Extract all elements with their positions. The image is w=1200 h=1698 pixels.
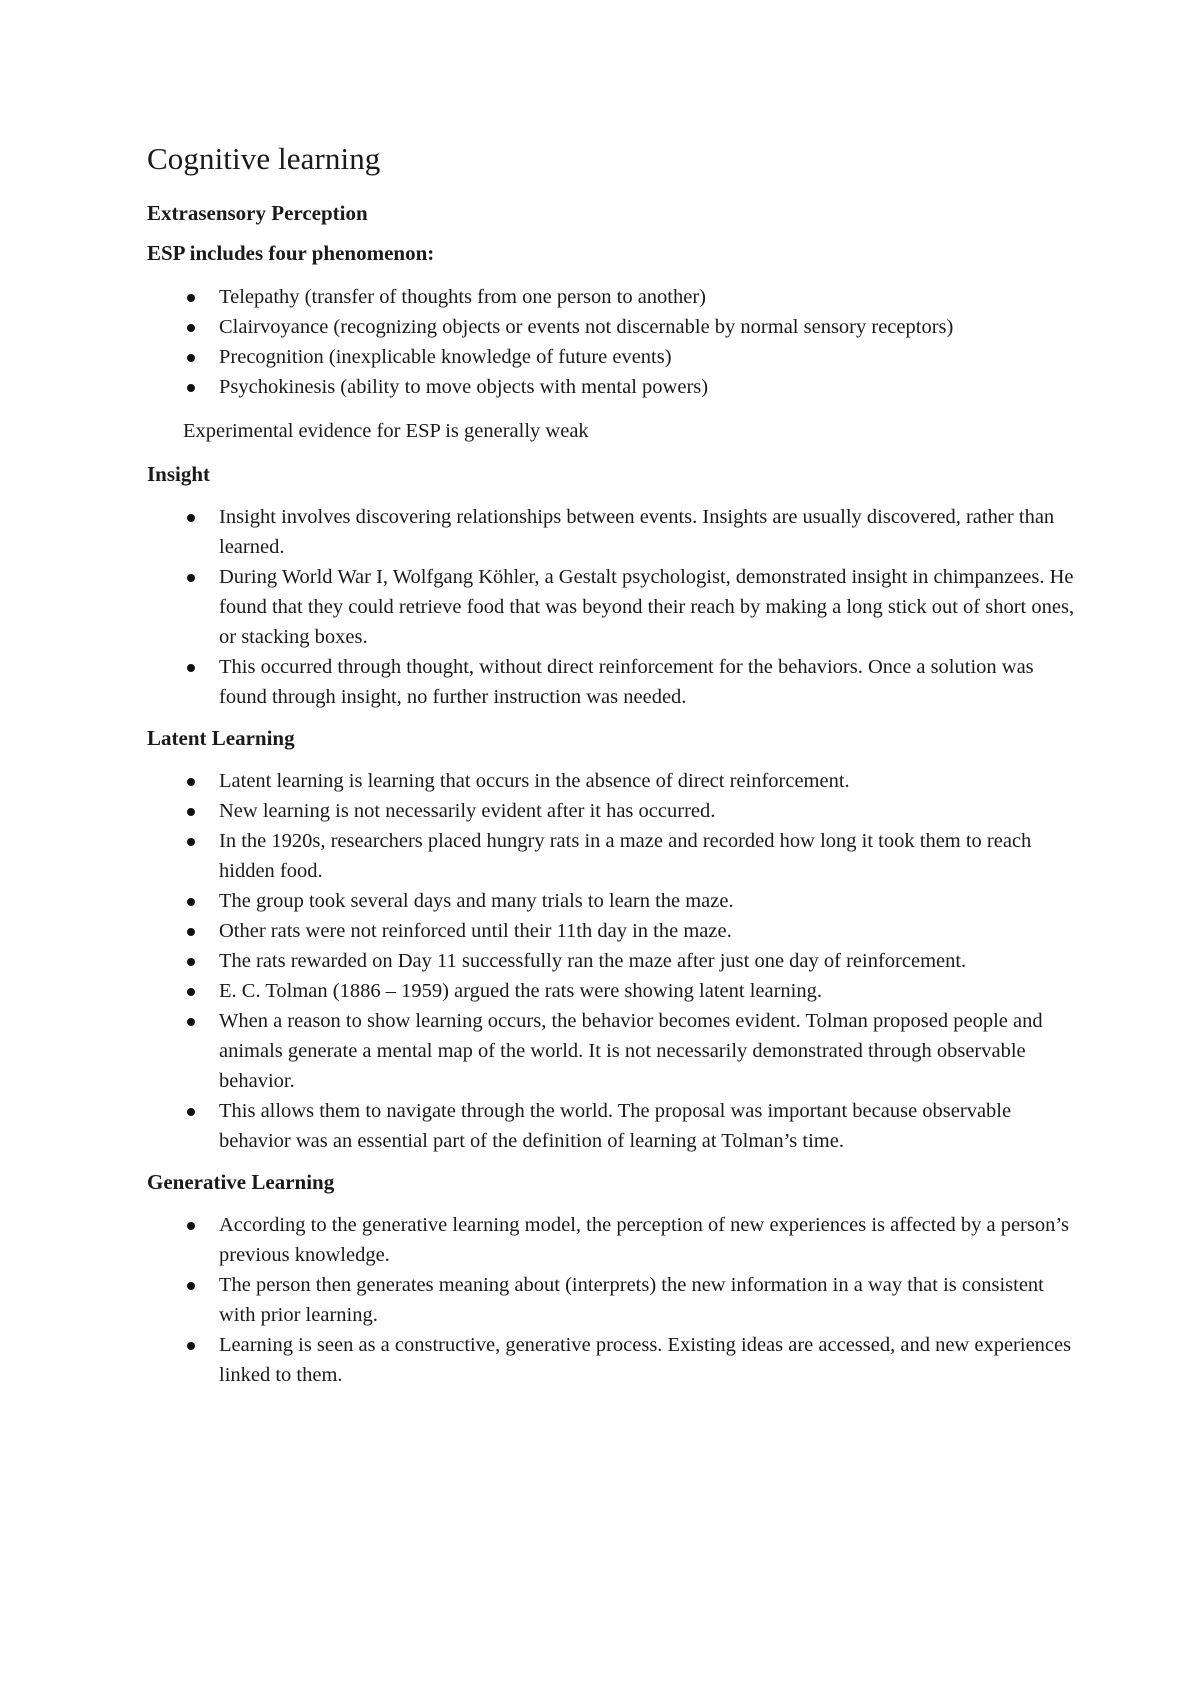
bullet-icon	[187, 514, 195, 522]
list-item	[147, 796, 1077, 826]
list-item-text: Precognition (inexplicable knowledge of future events)	[219, 345, 672, 368]
section-esp	[147, 201, 1077, 445]
bullet-icon	[187, 664, 195, 672]
list-item-text: Telepathy (transfer of thoughts from one person to another)	[219, 285, 706, 308]
bullet-icon	[187, 294, 195, 302]
bullet-icon	[187, 1108, 195, 1116]
list-item-text: This occurred through thought, without direct reinforcement for the behaviors. Once a solution was found through insight, no further instruction was needed.	[219, 655, 1034, 708]
list-item	[147, 1330, 1077, 1390]
section-heading: Insight	[147, 461, 211, 486]
bullet-icon	[187, 1018, 195, 1026]
list-item	[147, 1006, 1077, 1096]
list-item-text: During World War I, Wolfgang Köhler, a Gestalt psychologist, demonstrated insight in chimpanzees. He found that they could retrieve food that was beyond their reach by making a long stick out of short ones, or stacking boxes.	[219, 565, 1075, 648]
bullet-icon	[187, 898, 195, 906]
list-item-text: Psychokinesis (ability to move objects with mental powers)	[219, 375, 709, 398]
bullet-icon	[187, 574, 195, 582]
list-item	[147, 282, 1077, 312]
bullet-icon	[187, 928, 195, 936]
list-item-text: When a reason to show learning occurs, the behavior becomes evident. Tolman proposed people and animals generate a mental map of the world. It is not necessarily demonstrated through observable behavior.	[219, 1009, 1043, 1092]
bullet-list	[147, 766, 1077, 1156]
list-item-text: This allows them to navigate through the world. The proposal was important because observable behavior was an essential part of the definition of learning at Tolman’s time.	[219, 1099, 1012, 1152]
bullet-list	[147, 282, 1077, 402]
list-item-text: E. C. Tolman (1886 – 1959) argued the rats were showing latent learning.	[219, 979, 822, 1002]
list-item-text: Insight involves discovering relationships between events. Insights are usually discovered, rather than learned.	[219, 505, 1055, 558]
bullet-list	[147, 1210, 1077, 1390]
section-note: Experimental evidence for ESP is generally weak	[183, 419, 589, 442]
list-item-text: Learning is seen as a constructive, generative process. Existing ideas are accessed, and new experiences linked to them.	[219, 1334, 1072, 1387]
list-item-text: The person then generates meaning about (interprets) the new information in a way that is consistent with prior learning.	[219, 1274, 1044, 1327]
list-item-text: In the 1920s, researchers placed hungry rats in a maze and recorded how long it took them to reach hidden food.	[219, 829, 1032, 882]
section-heading: Generative Learning	[147, 1169, 335, 1194]
section-heading: Latent Learning	[147, 725, 295, 750]
bullet-icon	[187, 324, 195, 332]
list-item	[147, 886, 1077, 916]
list-item	[147, 1210, 1077, 1270]
document-page	[147, 140, 1077, 1404]
list-item-text: New learning is not necessarily evident after it has occurred.	[219, 799, 716, 822]
list-item-text: The group took several days and many trials to learn the maze.	[219, 889, 734, 912]
list-item	[147, 372, 1077, 402]
bullet-icon	[187, 1282, 195, 1290]
bullet-icon	[187, 778, 195, 786]
bullet-icon	[187, 384, 195, 392]
section-insight	[147, 462, 1077, 712]
bullet-list	[147, 502, 1077, 712]
list-item	[147, 946, 1077, 976]
bullet-icon	[187, 354, 195, 362]
list-item-text: According to the generative learning model, the perception of new experiences is affected by a person’s previous knowledge.	[219, 1214, 1070, 1267]
list-item-text: Clairvoyance (recognizing objects or events not discernable by normal sensory receptors)	[219, 315, 954, 338]
bullet-icon	[187, 1222, 195, 1230]
document-title: Cognitive learning	[147, 141, 381, 176]
bullet-icon	[187, 988, 195, 996]
bullet-icon	[187, 808, 195, 816]
list-item	[147, 502, 1077, 562]
bullet-icon	[187, 1342, 195, 1350]
bullet-icon	[187, 958, 195, 966]
list-item	[147, 1270, 1077, 1330]
list-item-text: Latent learning is learning that occurs in the absence of direct reinforcement.	[219, 769, 850, 792]
list-item	[147, 1096, 1077, 1156]
list-item	[147, 342, 1077, 372]
list-item	[147, 976, 1077, 1006]
list-item-text: Other rats were not reinforced until their 11th day in the maze.	[219, 919, 732, 942]
list-item	[147, 652, 1077, 712]
list-item	[147, 562, 1077, 652]
list-item-text: The rats rewarded on Day 11 successfully ran the maze after just one day of reinforcement.	[219, 949, 967, 972]
list-item	[147, 916, 1077, 946]
list-item	[147, 312, 1077, 342]
bullet-icon	[187, 838, 195, 846]
section-latent-learning	[147, 726, 1077, 1156]
section-heading: Extrasensory Perception	[147, 201, 368, 226]
section-subheading: ESP includes four phenomenon:	[147, 241, 435, 266]
list-item	[147, 826, 1077, 886]
section-generative-learning	[147, 1170, 1077, 1390]
list-item	[147, 766, 1077, 796]
